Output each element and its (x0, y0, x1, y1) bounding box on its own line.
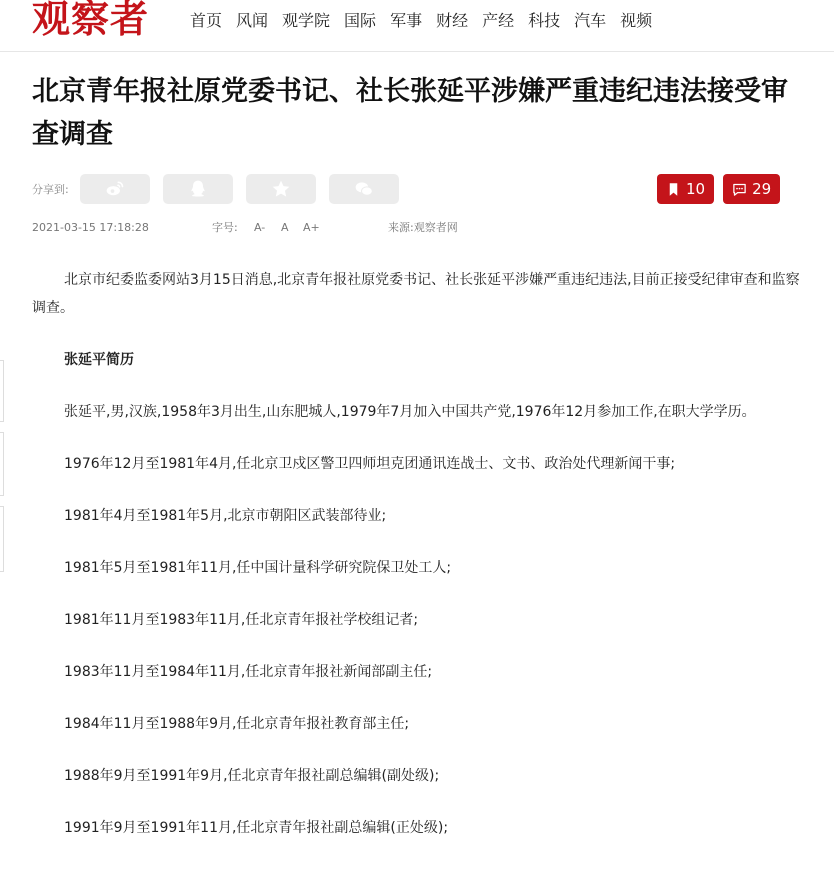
nav-item-military[interactable]: 军事 (390, 11, 423, 30)
nav-item-industry[interactable]: 产经 (482, 11, 515, 30)
share-qzone-button[interactable] (246, 174, 316, 204)
nav-item-home[interactable]: 首页 (190, 11, 223, 30)
bookmark-icon (666, 182, 681, 197)
nav-item-fengwen[interactable]: 风闻 (236, 11, 269, 30)
share-weibo-button[interactable] (80, 174, 150, 204)
article-body (32, 266, 802, 842)
side-float-tab[interactable] (0, 360, 4, 422)
nav-item-finance[interactable]: 财经 (436, 11, 469, 30)
main-nav (190, 10, 666, 32)
article-paragraph: 1981年5月至1981年11月,任中国计量科学研究院保卫处工人; (64, 560, 452, 576)
share-qq-button[interactable] (163, 174, 233, 204)
article-title: 北京青年报社原党委书记、社长张延平涉嫌严重违纪违法接受审查调查 (32, 76, 788, 150)
article-paragraph: 1984年11月至1988年9月,任北京青年报社教育部主任; (64, 716, 410, 732)
article-paragraph: 张延平,男,汉族,1958年3月出生,山东肥城人,1979年7月加入中国共产党,1976年12月参加工作,在职大学学历。 (64, 404, 756, 420)
comment-button[interactable] (723, 174, 780, 204)
nav-item-academy[interactable]: 观学院 (282, 11, 331, 30)
side-float-tab[interactable] (0, 506, 4, 572)
article-paragraph: 1988年9月至1991年9月,任北京青年报社副总编辑(副处级); (64, 768, 440, 784)
share-label: 分享到: (32, 183, 69, 196)
bookmark-button[interactable] (657, 174, 714, 204)
article-paragraph: 1981年4月至1981年5月,北京市朝阳区武装部待业; (64, 508, 387, 524)
article-paragraph: 1981年11月至1983年11月,任北京青年报社学校组记者; (64, 612, 419, 628)
qq-icon (188, 179, 208, 199)
publish-date: 2021-03-15 17:18:28 (32, 221, 149, 234)
bookmark-count: 10 (686, 180, 706, 198)
share-wechat-button[interactable] (329, 174, 399, 204)
font-smaller-button[interactable]: A- (254, 221, 266, 234)
font-larger-button[interactable]: A+ (303, 221, 320, 234)
share-bar (32, 174, 412, 204)
article-paragraph: 1983年11月至1984年11月,任北京青年报社新闻部副主任; (64, 664, 433, 680)
wechat-icon (354, 179, 374, 199)
comment-count: 29 (752, 180, 772, 198)
article-paragraph: 1991年9月至1991年11月,任北京青年报社副总编辑(正处级); (64, 820, 449, 836)
qzone-star-icon (271, 179, 291, 199)
article-counters (657, 174, 789, 204)
nav-item-international[interactable]: 国际 (344, 11, 377, 30)
font-normal-button[interactable]: A (281, 221, 289, 234)
article-source: 来源:观察者网 (388, 221, 458, 234)
article-paragraph: 1976年12月至1981年4月,任北京卫戍区警卫四师坦克团通讯连战士、文书、政治处代理新闻干事; (64, 456, 676, 472)
side-float-tab[interactable] (0, 432, 4, 496)
comment-icon (732, 182, 747, 197)
nav-item-auto[interactable]: 汽车 (574, 11, 607, 30)
section-heading: 张延平简历 (64, 352, 134, 368)
font-size-label: 字号: (212, 221, 238, 234)
site-header (0, 0, 834, 52)
nav-item-tech[interactable]: 科技 (528, 11, 561, 30)
article-paragraph: 北京市纪委监委网站3月15日消息,北京青年报社原党委书记、社长张延平涉嫌严重违纪违法,目前正接受纪律审查和监察调查。 (32, 272, 800, 316)
weibo-icon (105, 179, 125, 199)
nav-item-video[interactable]: 视频 (620, 11, 653, 30)
site-logo[interactable]: 观察者 (32, 0, 150, 41)
